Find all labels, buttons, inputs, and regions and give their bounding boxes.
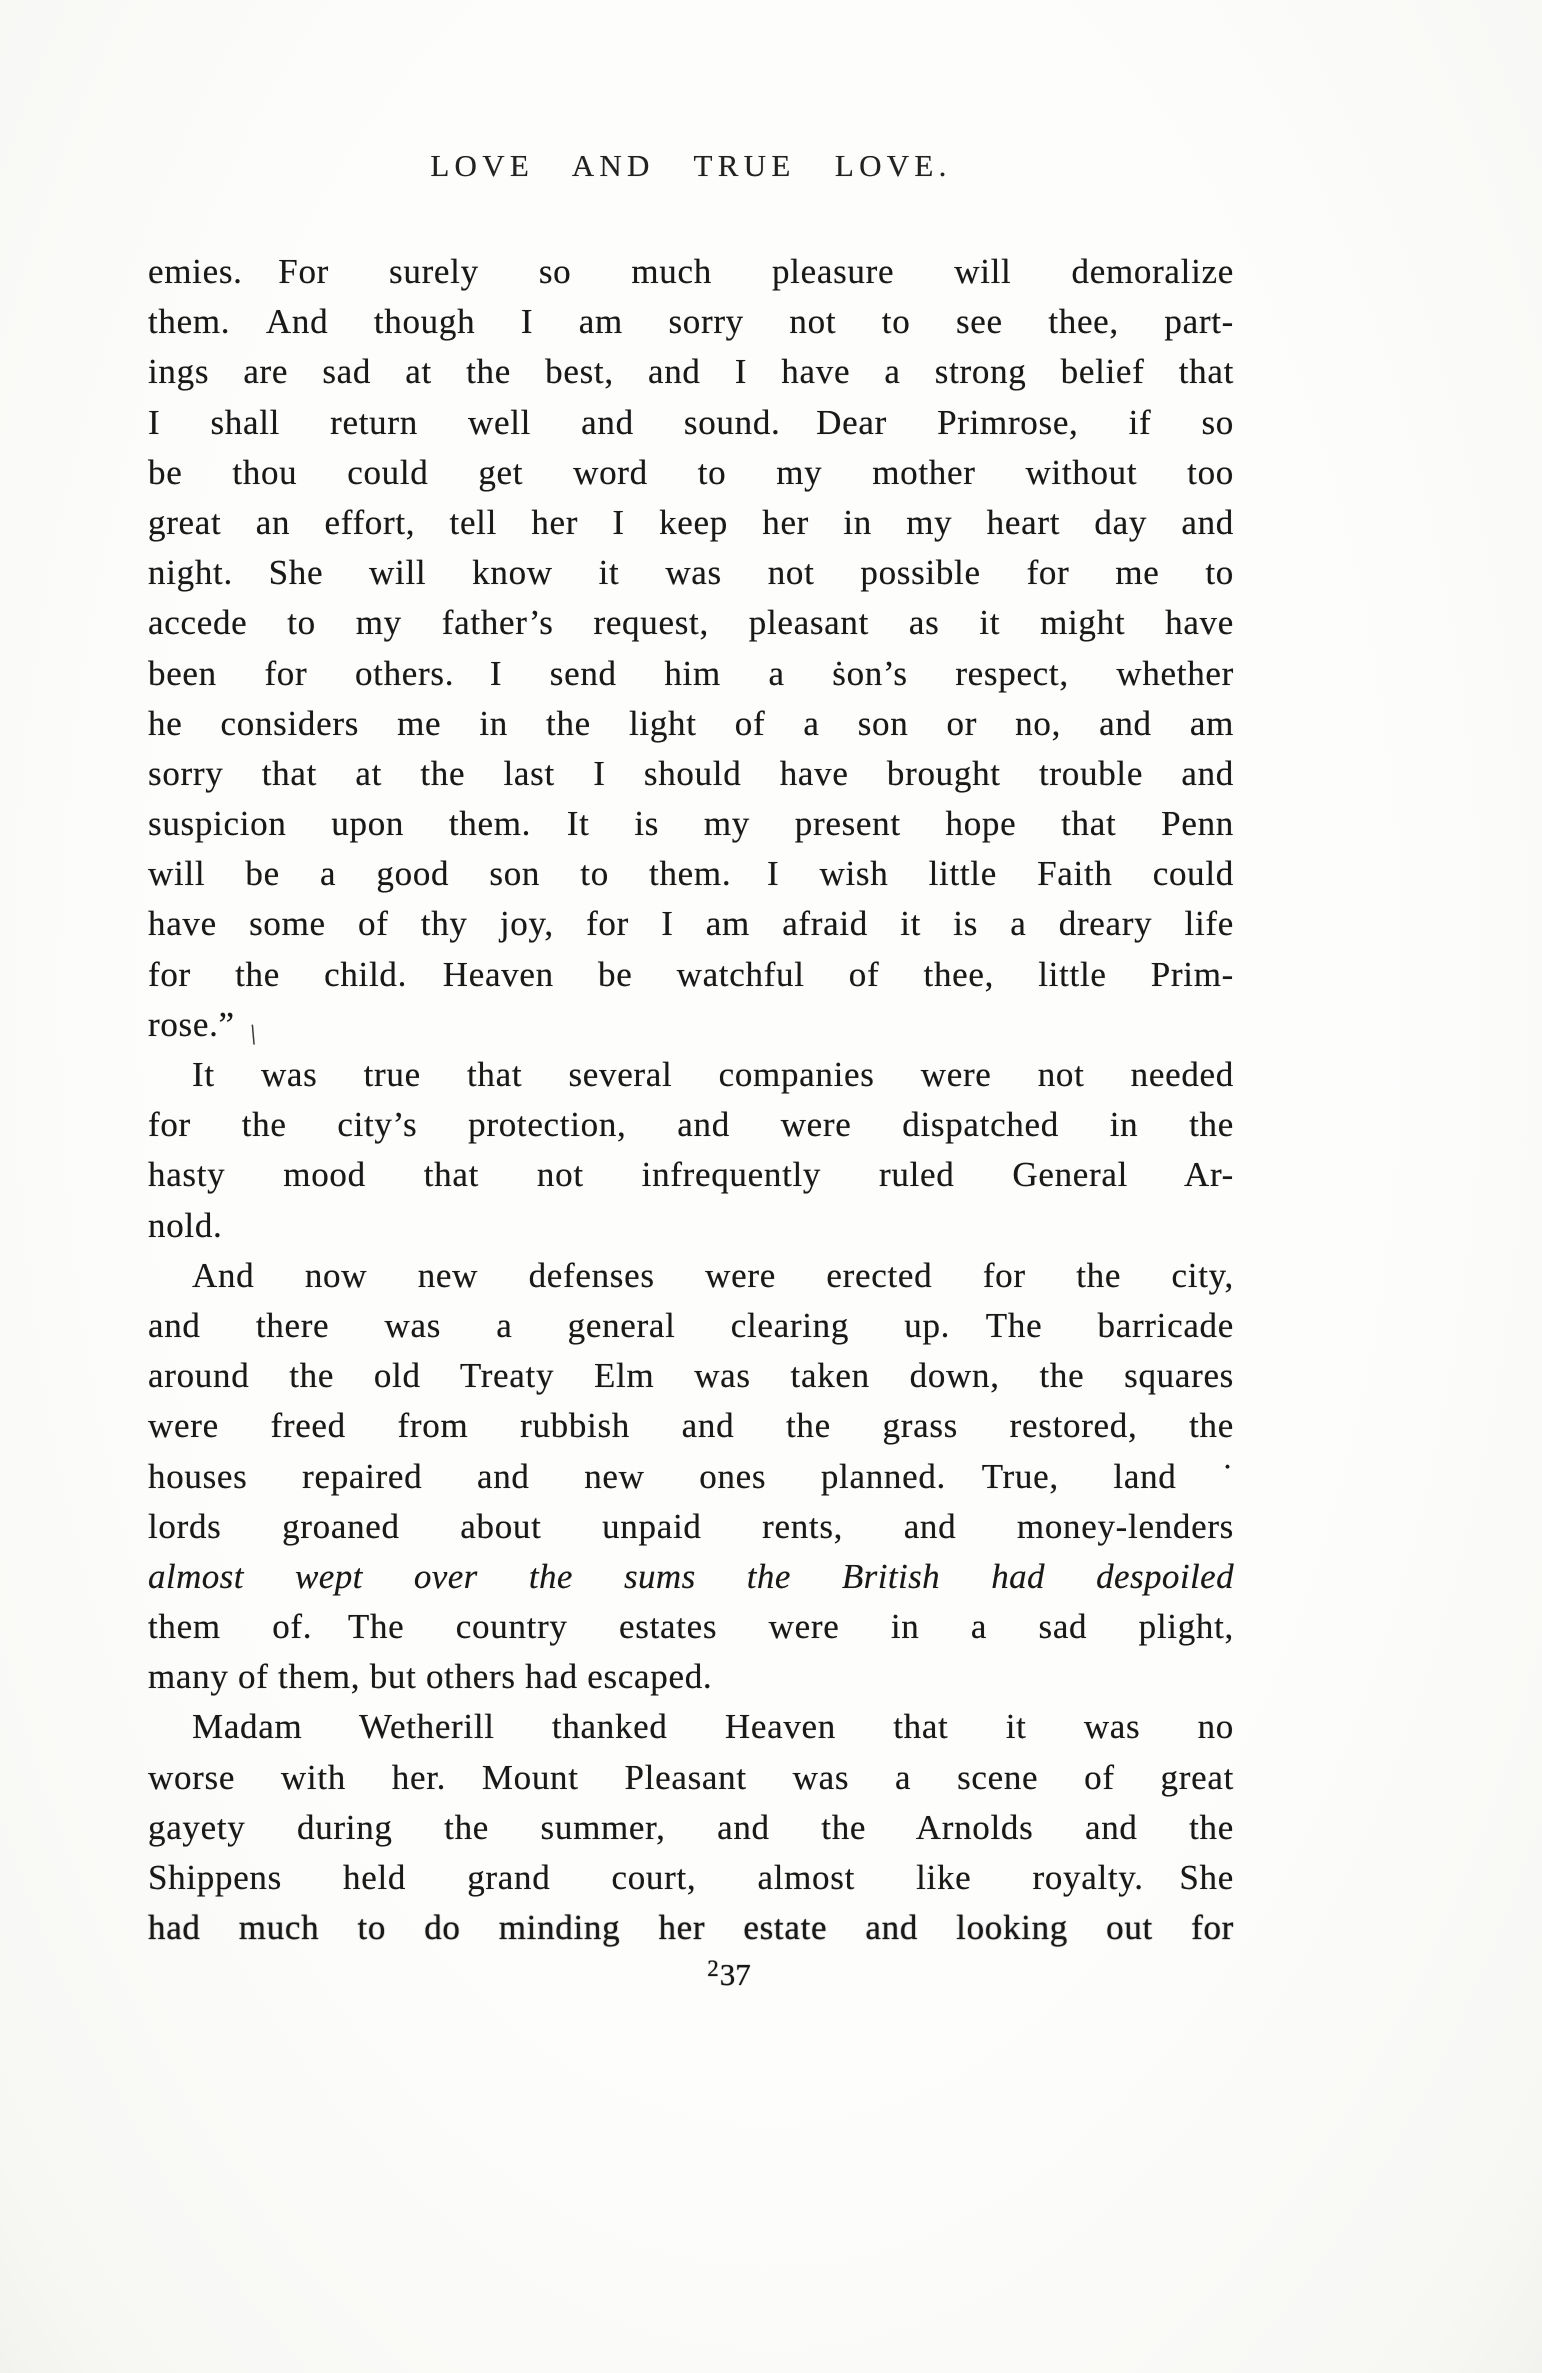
text-line: emies. For surely so much pleasure will demoralize — [148, 252, 1234, 291]
text-line: were freed from rubbish and the grass restored, the — [148, 1406, 1234, 1446]
running-header: LOVE AND TRUE LOVE. — [430, 148, 952, 183]
text-line: he considers me in the light of a son or no, and am — [148, 703, 1234, 743]
text-line: have some of thy joy, for I am afraid it is a dreary life — [148, 904, 1234, 944]
text-line: ings are sad at the best, and I have a strong belief that — [148, 352, 1234, 392]
text-line — [148, 1000, 1234, 1050]
text-line: for the child. Heaven be watchful of thee, little Prim- — [148, 954, 1234, 994]
text-line: lords groaned about unpaid rents, and money-lenders — [148, 1506, 1234, 1546]
text-line: around the old Treaty Elm was taken down, the squares — [148, 1356, 1234, 1396]
text-line: been for others. I send him a ṡon’s respect, whether — [148, 653, 1234, 693]
text-line: them of. The country estates were in a sad plight, — [148, 1607, 1234, 1647]
text-line: Shippens held grand court, almost like royalty. She — [148, 1858, 1234, 1897]
page-number-rest: 37 — [719, 1957, 751, 1992]
text-line: gayety during the summer, and the Arnolds and the — [148, 1807, 1234, 1847]
page-number-small-digit: 2 — [707, 1956, 720, 1981]
text-line: It was true that several companies were not needed — [192, 1055, 1234, 1094]
text-line: sorry that at the last I should have brought trouble and — [148, 753, 1234, 793]
text-line: suspicion upon them. It is my present hope that Penn — [148, 804, 1234, 844]
text-line: had much to do minding her estate and looking out for — [148, 1908, 1234, 1948]
text-block — [148, 247, 1234, 1953]
text-line: accede to my father’s request, pleasant as it might have — [148, 603, 1234, 643]
text-line: be thou could get word to my mother without too — [148, 452, 1234, 492]
text-line: Madam Wetherill thanked Heaven that it was no — [192, 1707, 1234, 1747]
text-line: houses repaired and new ones planned. True, land˙ — [148, 1456, 1234, 1496]
text-line: many of them, but others had escaped. — [148, 1657, 713, 1697]
text-line: them. And though I am sorry not to see thee, part- — [148, 302, 1234, 342]
text-line: worse with her. Mount Pleasant was a scene of great — [148, 1757, 1234, 1797]
text-line-text: rose.” — [148, 1004, 235, 1044]
text-line: for the city’s protection, and were dispatched in the — [148, 1105, 1234, 1145]
text-line: night. She will know it was not possible for me to — [148, 553, 1234, 593]
stray-mark: \ — [245, 1019, 262, 1052]
text-line: And now new defenses were erected for the city, — [192, 1255, 1234, 1295]
text-line: I shall return well and sound. Dear Primrose, if so — [148, 402, 1234, 442]
text-line: nold. — [148, 1205, 223, 1245]
text-line: and there was a general clearing up. The barricade — [148, 1305, 1234, 1345]
text-line: hasty mood that not infrequently ruled General Ar- — [148, 1155, 1234, 1195]
text-line: will be a good son to them. I wish little Faith could — [148, 854, 1234, 894]
text-line: great an effort, tell her I keep her in my heart day and — [148, 502, 1234, 542]
text-line: almost wept over the sums the British had despoiled — [148, 1556, 1234, 1596]
page-number — [186, 1956, 1272, 1993]
